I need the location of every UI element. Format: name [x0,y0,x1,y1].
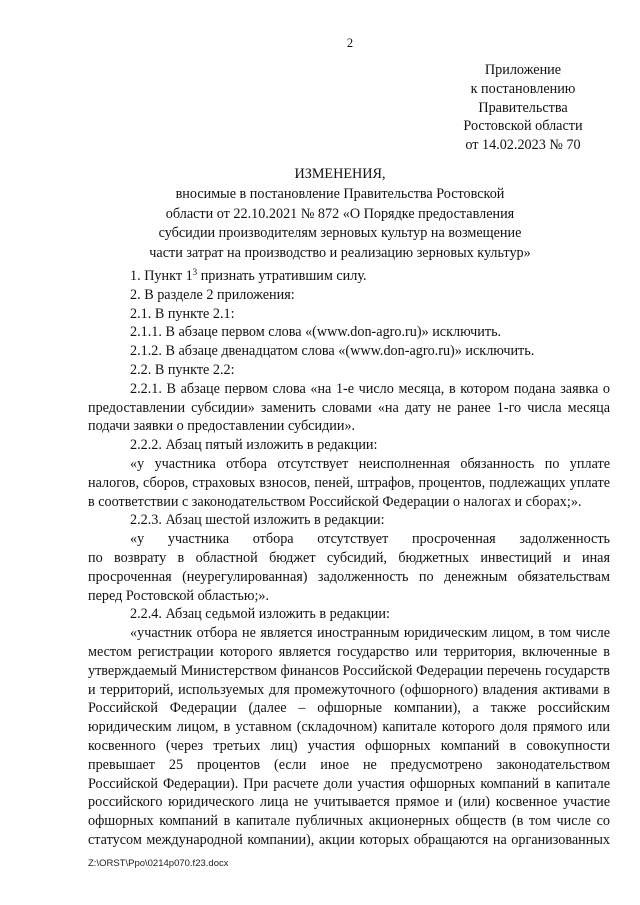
appendix-line: Ростовской области [463,118,583,135]
paragraph-item-2-2-2: 2.2.2. Абзац пятый изложить в редакции: [130,437,378,454]
document-body [88,267,610,850]
file-path-footer: Z:\ORST\Ppo\0214p070.f23.docx [88,858,229,869]
paragraph-item-2-1-2: 2.1.2. В абзаце двенадцатом слова «(www.don-agro.ru)» исключить. [130,343,535,360]
item-1-superscript: 3 [192,267,198,277]
paragraph-item-2-1: 2.1. В пункте 2.1: [130,305,235,322]
appendix-line: от 14.02.2023 № 70 [465,137,581,154]
title-heading: ИЗМЕНЕНИЯ, [294,166,386,182]
paragraph-item-2-2-1: 2.2.1. В абзаце первом слова «на 1-е число месяца, в котором подана заявка о предоставлении субсидии» заменить словами «на дату не ранее 1-го числа месяца подачи заявки о предоставлении субсидии». [88,380,610,435]
title-line: субсидии производителям зерновых культур на возмещение [158,225,522,241]
document-title [110,163,570,263]
item-1-text: 1. Пункт 1 [130,268,193,284]
appendix-line: Приложение [484,62,562,78]
paragraph-item-2-1-1: 2.1.1. В абзаце первом слова «(www.don-agro.ru)» исключить. [130,324,502,341]
appendix-line: к постановлению [470,80,576,97]
quote-paragraph-3: «участник отбора не является иностранным юридическим лицом, в том числе местом регистрации которого является государство или территория, включенные в утверждаемый Министерством финансов Российской Федерации перечень государств и территорий, используемых для промежуточного (офшорного) владения активами в Российской Федерации (далее – офшорные компании), а также российским юридическим лицом, в уставном (складочном) капитале которого доля прямого или косвенного (через третьих лиц) участия офшорных компаний в совокупности превышает 25 процентов (если иное не предусмотрено законодательством Российской Федерации). При расчете доли участия офшорных компаний в капитале российского юридического лица не учитывается прямое и (или) косвенное участие офшорных компаний в капитале публичных акционерных обществ (в том числе со статусом международной компании), акции которых обращаются на организованных [88,625,610,848]
item-1-text-end: признать утратившим силу. [197,268,367,284]
page-number: 2 [346,36,354,50]
appendix-header [448,61,598,155]
title-line: вносимые в постановление Правительства Ростовской [175,186,505,202]
paragraph-item-1 [88,267,610,286]
title-line: области от 22.10.2021 № 872 «О Порядке предоставления [165,205,515,222]
paragraph-item-2: 2. В разделе 2 приложения: [130,286,295,303]
paragraph-item-2-2-3: 2.2.3. Абзац шестой изложить в редакции: [130,512,385,529]
title-line: части затрат на производство и реализацию зерновых культур» [149,244,531,261]
quote-paragraph-2-first-line: «у участника отбора отсутствует просроченная задолженность [130,531,610,548]
paragraph-item-2-2: 2.2. В пункте 2.2: [130,361,235,378]
quote-paragraph-2: по возврату в областной бюджет субсидий, бюджетных инвестиций и иная просроченная (неурегулированная) задолженность по денежным обязательствам перед Ростовской областью;». [88,549,610,604]
paragraph-item-2-2-4: 2.2.4. Абзац седьмой изложить в редакции: [130,606,390,623]
appendix-line: Правительства [478,99,568,116]
quote-paragraph-1: «у участника отбора отсутствует неисполненная обязанность по уплате налогов, сборов, страховых взносов, пеней, штрафов, процентов, подлежащих уплате в соответствии с законодательством Российской Федерации о налогах и сборах;». [88,455,610,510]
